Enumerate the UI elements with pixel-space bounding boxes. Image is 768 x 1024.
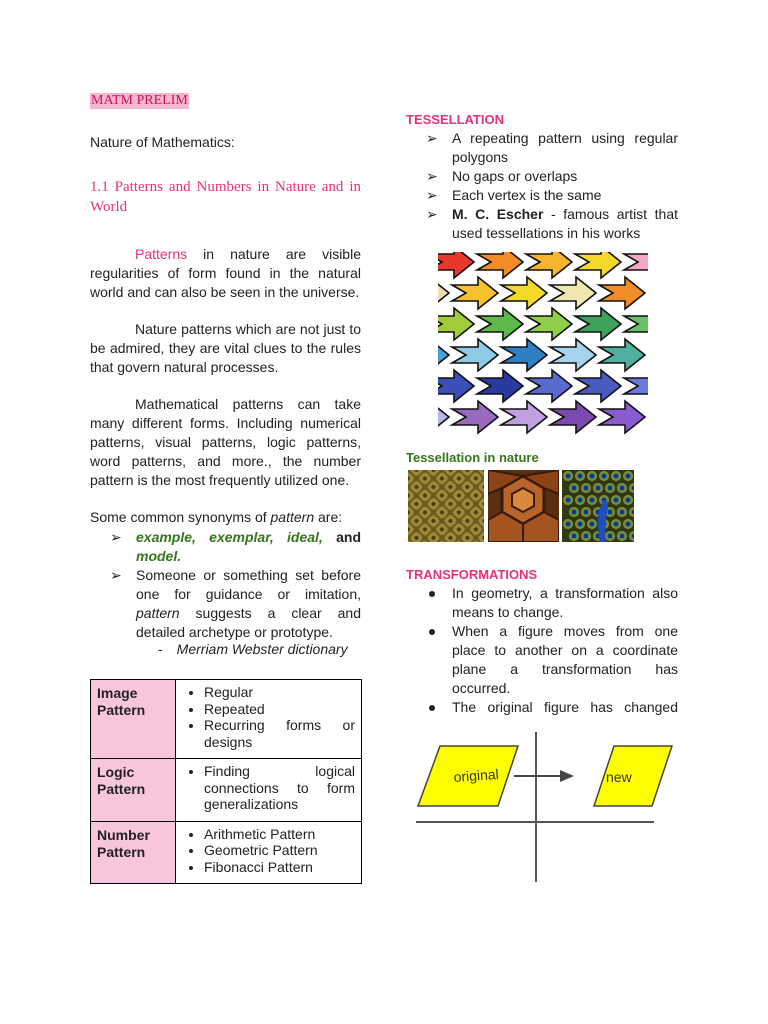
paragraph-text: in nature are visible regularities of form found in the natural world and can also be seen in the universe.: [90, 246, 361, 300]
list-item: [406, 129, 678, 167]
transformations-list: [406, 584, 678, 736]
tile-arrow: [452, 277, 498, 309]
list-item-text: When a figure moves from one place to another on a coordinate plane a transformation has occurred.: [452, 623, 678, 696]
tessellation-list: [406, 129, 678, 243]
paragraph-mathematical-patterns: Mathematical patterns can take many different forms. Including numerical patterns, visual patterns, logic patterns, word patterns, and more., the number pattern is the most frequently utilized one.: [90, 396, 361, 488]
table-row-items: [176, 680, 362, 759]
tile-arrow: [438, 277, 449, 309]
synonyms-intro: [90, 509, 342, 525]
tile-arrow: [550, 339, 596, 371]
pattern-word: pattern: [270, 509, 315, 525]
tile-arrow: [599, 339, 645, 371]
synonyms-text-end: model.: [136, 548, 182, 564]
tile-arrow: [438, 308, 474, 340]
tile-arrow: [438, 252, 474, 278]
list-item: [90, 528, 361, 566]
list-item: [406, 622, 678, 698]
arrow-bullet-icon: ➢: [426, 206, 438, 222]
table-row: [91, 821, 362, 884]
list-item: [406, 167, 678, 186]
table-row-items: [176, 759, 362, 822]
tessellation-heading: TESSELLATION: [406, 112, 504, 127]
arrow-bullet-icon: ➢: [110, 567, 122, 583]
list-item: [406, 584, 678, 622]
definition-text: Someone or something set before one for guidance or imitation,: [136, 567, 361, 602]
tessellation-arrows-image: [438, 252, 648, 435]
peacock-photo: [562, 470, 634, 542]
transformations-heading: TRANSFORMATIONS: [406, 567, 538, 582]
list-item: • Geometric Pattern: [204, 842, 355, 859]
tile-arrow: [624, 308, 648, 340]
pineapple-photo: [408, 470, 484, 542]
tile-arrow: [526, 370, 572, 402]
pattern-word: pattern: [136, 605, 180, 621]
table-row-items: [176, 821, 362, 884]
tile-arrow: [575, 308, 621, 340]
list-item: • Regular: [204, 684, 355, 701]
section-title: 1.1 Patterns and Numbers in Nature and in World: [90, 179, 361, 215]
tile-arrow: [501, 339, 547, 371]
tile-arrow: [526, 308, 572, 340]
list-item-text: In geometry, a transformation also means to change.: [452, 585, 678, 620]
new-label: new: [606, 769, 632, 785]
list-item: [90, 566, 361, 642]
arrow-bullet-icon: ➢: [426, 130, 438, 146]
nature-of-math-heading: Nature of Mathematics:: [90, 134, 235, 150]
tile-arrow: [438, 401, 449, 433]
synonyms-and: and: [336, 529, 361, 545]
attribution-dash: -: [158, 641, 163, 657]
transformation-diagram: [408, 718, 680, 890]
original-label: original: [453, 765, 500, 785]
tessellation-in-nature-heading: Tessellation in nature: [406, 450, 539, 465]
list-item: • Recurring forms or designs: [204, 717, 355, 750]
tortoise-shell-photo: [488, 470, 559, 542]
paragraph-nature-patterns: Nature patterns which are not just to be admired, they are vital clues to the rules that govern natural processes.: [90, 321, 361, 375]
paragraph-patterns-definition: [90, 245, 361, 302]
tile-arrow: [477, 370, 523, 402]
tile-arrow: [550, 401, 596, 433]
tile-arrow: [452, 339, 498, 371]
tile-arrow: [624, 370, 648, 402]
attribution-text: Merriam Webster dictionary: [176, 641, 348, 657]
document-header-title: MATM PRELIM: [91, 93, 188, 108]
tile-arrow: [438, 339, 449, 371]
tile-arrow: [452, 401, 498, 433]
list-item-text: No gaps or overlaps: [452, 168, 578, 184]
list-item: • Arithmetic Pattern: [204, 826, 355, 843]
tile-arrow: [575, 370, 621, 402]
bullet-dot-icon: [429, 629, 435, 635]
synonyms-list: [90, 528, 361, 642]
tile-arrow: [550, 277, 596, 309]
tile-arrow: [575, 252, 621, 278]
tile-arrow: [477, 252, 523, 278]
arrow-bullet-icon: ➢: [426, 168, 438, 184]
table-row: [91, 759, 362, 822]
patterns-keyword: Patterns: [135, 246, 188, 262]
arrow-bullet-icon: ➢: [426, 187, 438, 203]
table-row-label: Logic Pattern: [91, 759, 176, 822]
synonyms-intro-end: are:: [314, 509, 343, 525]
list-item: • Repeated: [204, 701, 355, 718]
pattern-types-table: [90, 679, 362, 884]
tile-arrow: [501, 277, 547, 309]
tile-arrow: [526, 252, 572, 278]
list-item: • Finding logical connections to form generalizations: [204, 763, 355, 813]
definition-text-end: suggests a clear and detailed archetype or prototype.: [136, 605, 361, 640]
tile-arrow: [477, 308, 523, 340]
list-item-text: A repeating pattern using regular polygons: [452, 130, 678, 165]
table-row-label: Image Pattern: [91, 680, 176, 759]
bullet-dot-icon: [429, 705, 435, 711]
tile-arrow: [599, 277, 645, 309]
list-item-text: The original figure has changed: [452, 699, 678, 715]
tile-arrow: [599, 401, 645, 433]
tile-arrow: [438, 370, 474, 402]
table-row-label: Number Pattern: [91, 821, 176, 884]
tile-arrow: [624, 252, 648, 278]
synonyms-text: example, exemplar, ideal,: [136, 529, 323, 545]
list-item: • Fibonacci Pattern: [204, 859, 355, 876]
list-item-text: Each vertex is the same: [452, 187, 602, 203]
bullet-dot-icon: [429, 591, 435, 597]
tile-arrow: [501, 401, 547, 433]
synonyms-intro-text: Some common synonyms of: [90, 509, 271, 525]
list-item: [406, 186, 678, 205]
table-row: [91, 680, 362, 759]
arrow-bullet-icon: ➢: [110, 529, 122, 545]
attribution: [158, 641, 348, 657]
escher-name: M. C. Escher: [452, 206, 544, 222]
list-item-text: - famous artist that used tessellations in his works: [452, 206, 679, 241]
list-item: [406, 205, 678, 243]
